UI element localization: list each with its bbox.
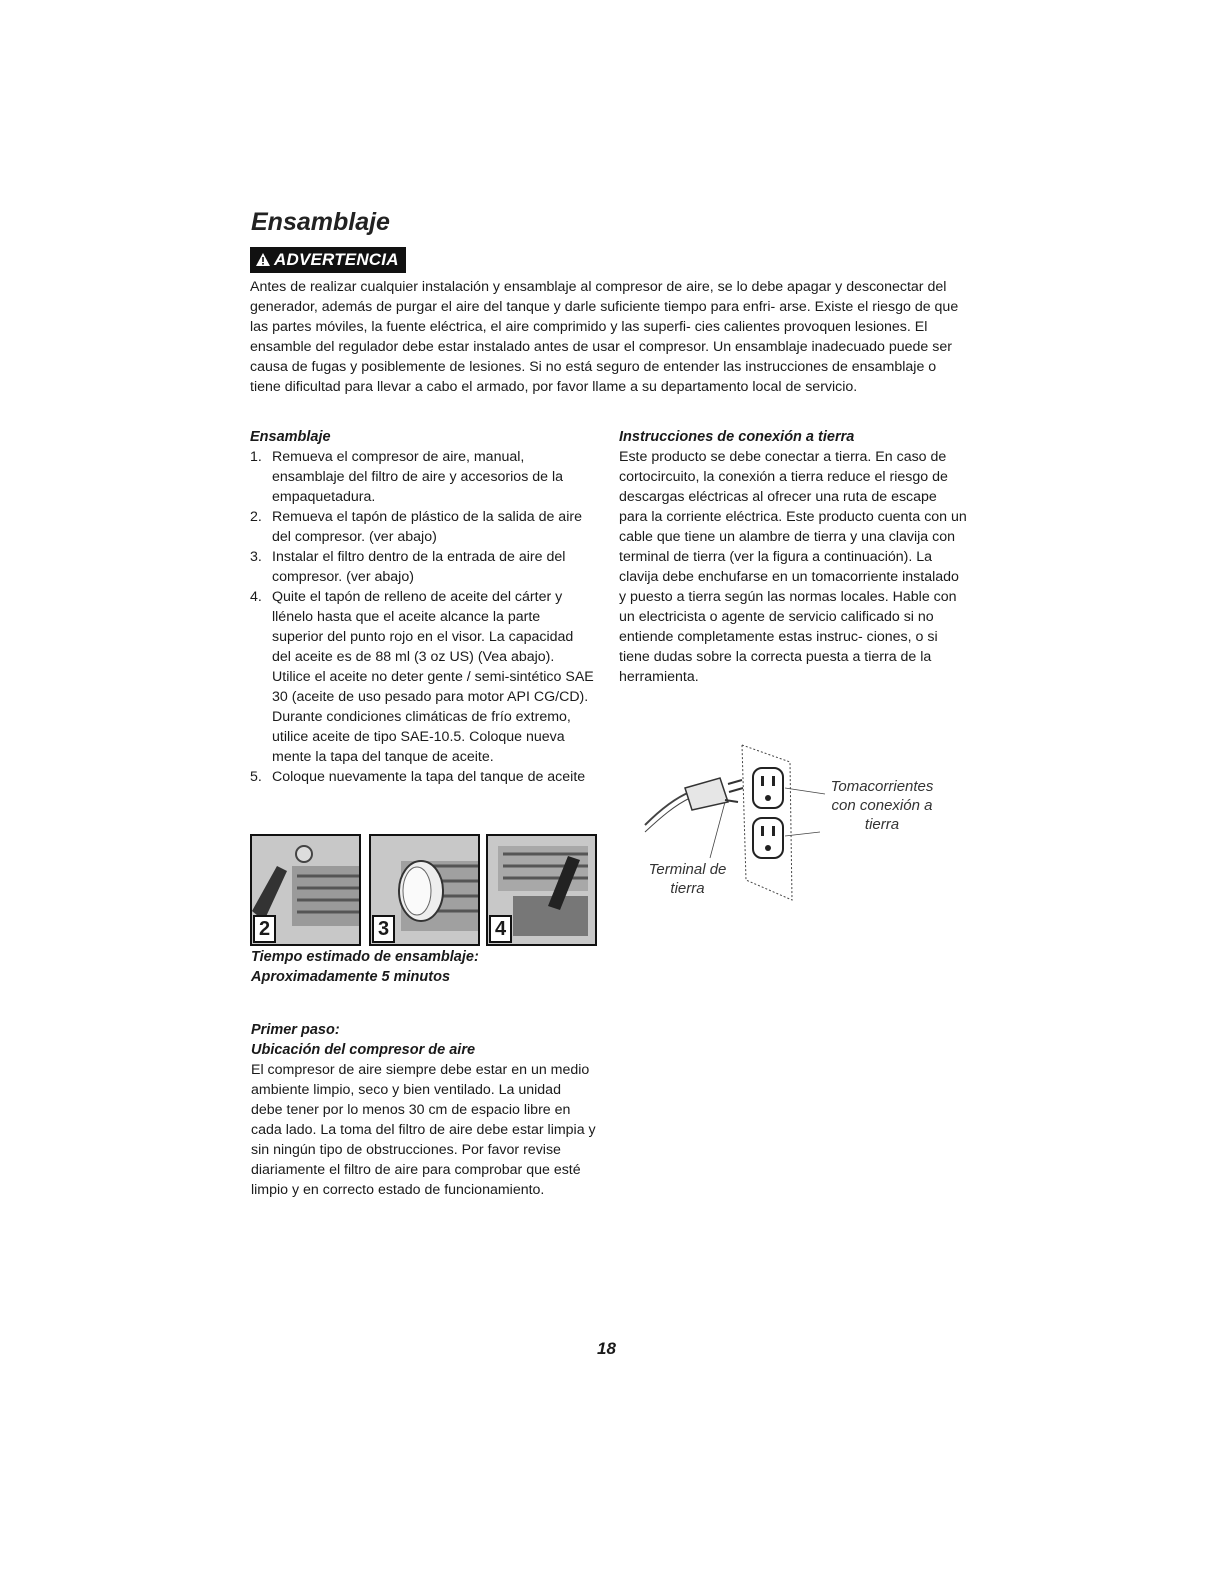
step-text: Remueva el compresor de aire, manual, ensamblaje del filtro de aire y accesorios de la empaquetadura. [272, 449, 563, 505]
page-number: 18 [597, 1339, 616, 1358]
first-step-section [251, 1020, 596, 1200]
assembly-steps [250, 447, 595, 787]
grounding-section [619, 427, 969, 687]
photo-number: 4 [489, 915, 512, 943]
page-title: Ensamblaje [251, 208, 390, 236]
assembly-step [250, 547, 595, 587]
time-line-1: Tiempo estimado de ensamblaje: [251, 949, 479, 965]
outlet-label-line-2: con conexión a [831, 797, 933, 814]
step-text: Remueva el tapón de plástico de la salida de aire del compresor. (ver abajo) [272, 509, 582, 545]
photo-number: 3 [372, 915, 395, 943]
terminal-label [640, 860, 735, 898]
outlet-label [822, 777, 942, 834]
assembly-step [250, 587, 595, 767]
step-text: Coloque nuevamente la tapa del tanque de aceite [272, 769, 586, 785]
time-line-2: Aproximadamente 5 minutos [251, 969, 451, 985]
step-text: Quite el tapón de relleno de aceite del cárter y llénelo hasta que el aceite alcance la parte superior del punto rojo en el visor. La capacidad del aceite es de 88 ml (3 oz US) (Vea abajo). Utilice el aceite no deter gente / semi-sintético SAE 30 (aceite de uso pesado para motor API CG/CD). Durante condiciones climáticas de frío extremo, utilice aceite de tipo SAE-10.5. Coloque nueva mente la tapa del tanque de aceite. [272, 589, 594, 765]
step-number: 3. [250, 549, 262, 565]
warning-text: Antes de realizar cualquier instalación y ensamblaje al compresor de aire, se lo debe apagar y desconectar del generador, además de purgar el aire del tanque y darle suficiente tiempo para enfri- arse. Existe el riesgo de que las partes móviles, la fuente eléctrica, el aire comprimido y las superfi- cies calientes provoquen lesiones. El ensamble del regulador debe estar instalado antes de usar el compresor. Un ensamblaje inadecuado puede ser causa de fugas y posiblemente de lesiones. Si no está seguro de entender las instrucciones de ensamblaje o tiene dificultad para llevar a cabo el armado, por favor llame a su departamento local de servicio. [250, 279, 959, 395]
warning-triangle-icon [255, 252, 271, 267]
step-text: Instalar el filtro dentro de la entrada de aire del compresor. (ver abajo) [272, 549, 566, 585]
warning-badge [250, 247, 406, 273]
assembly-heading: Ensamblaje [250, 429, 331, 445]
step-number: 4. [250, 589, 262, 605]
first-step-heading: Primer paso: [251, 1022, 340, 1038]
first-step-subheading: Ubicación del compresor de aire [251, 1042, 476, 1058]
photo-step-4 [486, 834, 597, 946]
photo-number: 2 [253, 915, 276, 943]
assembly-step [250, 767, 595, 787]
outlet-label-line-3: tierra [864, 816, 900, 833]
assembly-time [251, 947, 479, 987]
assembly-step [250, 447, 595, 507]
step-number: 5. [250, 769, 262, 785]
step-number: 1. [250, 449, 262, 465]
terminal-label-line-1: Terminal de [648, 861, 727, 878]
grounding-heading: Instrucciones de conexión a tierra [619, 429, 855, 445]
step-number: 2. [250, 509, 262, 525]
photo-step-3 [369, 834, 480, 946]
terminal-label-line-2: tierra [670, 880, 705, 897]
first-step-text: El compresor de aire siempre debe estar en un medio ambiente limpio, seco y bien ventilado. La unidad debe tener por lo menos 30 cm de espacio libre en cada lado. La toma del filtro de aire debe estar limpia y sin ningún tipo de obstrucciones. Por favor revise diariamente el filtro de aire para comprobar que esté limpio y en correcto estado de funcionamiento. [251, 1062, 596, 1198]
assembly-step [250, 507, 595, 547]
assembly-section [250, 427, 595, 787]
grounding-figure [630, 740, 970, 910]
grounding-text: Este producto se debe conectar a tierra. En caso de cortocircuito, la conexión a tierra reduce el riesgo de descargas eléctricas al ofrecer una ruta de escape para la corriente eléctrica. Este producto cuenta con un cable que tiene un alambre de tierra y una clavija con terminal de tierra (ver la figura a continuación). La clavija debe enchufarse en un tomacorriente instalado y puesto a tierra según las normas locales. Hable con un electricista o agente de servicio calificado si no entiende completamente estas instruc- ciones, o si tiene dudas sobre la correcta puesta a tierra de la herramienta. [619, 449, 967, 685]
photo-step-2 [250, 834, 361, 946]
warning-label: ADVERTENCIA [274, 250, 399, 269]
outlet-label-line-1: Tomacorrientes [830, 778, 934, 795]
